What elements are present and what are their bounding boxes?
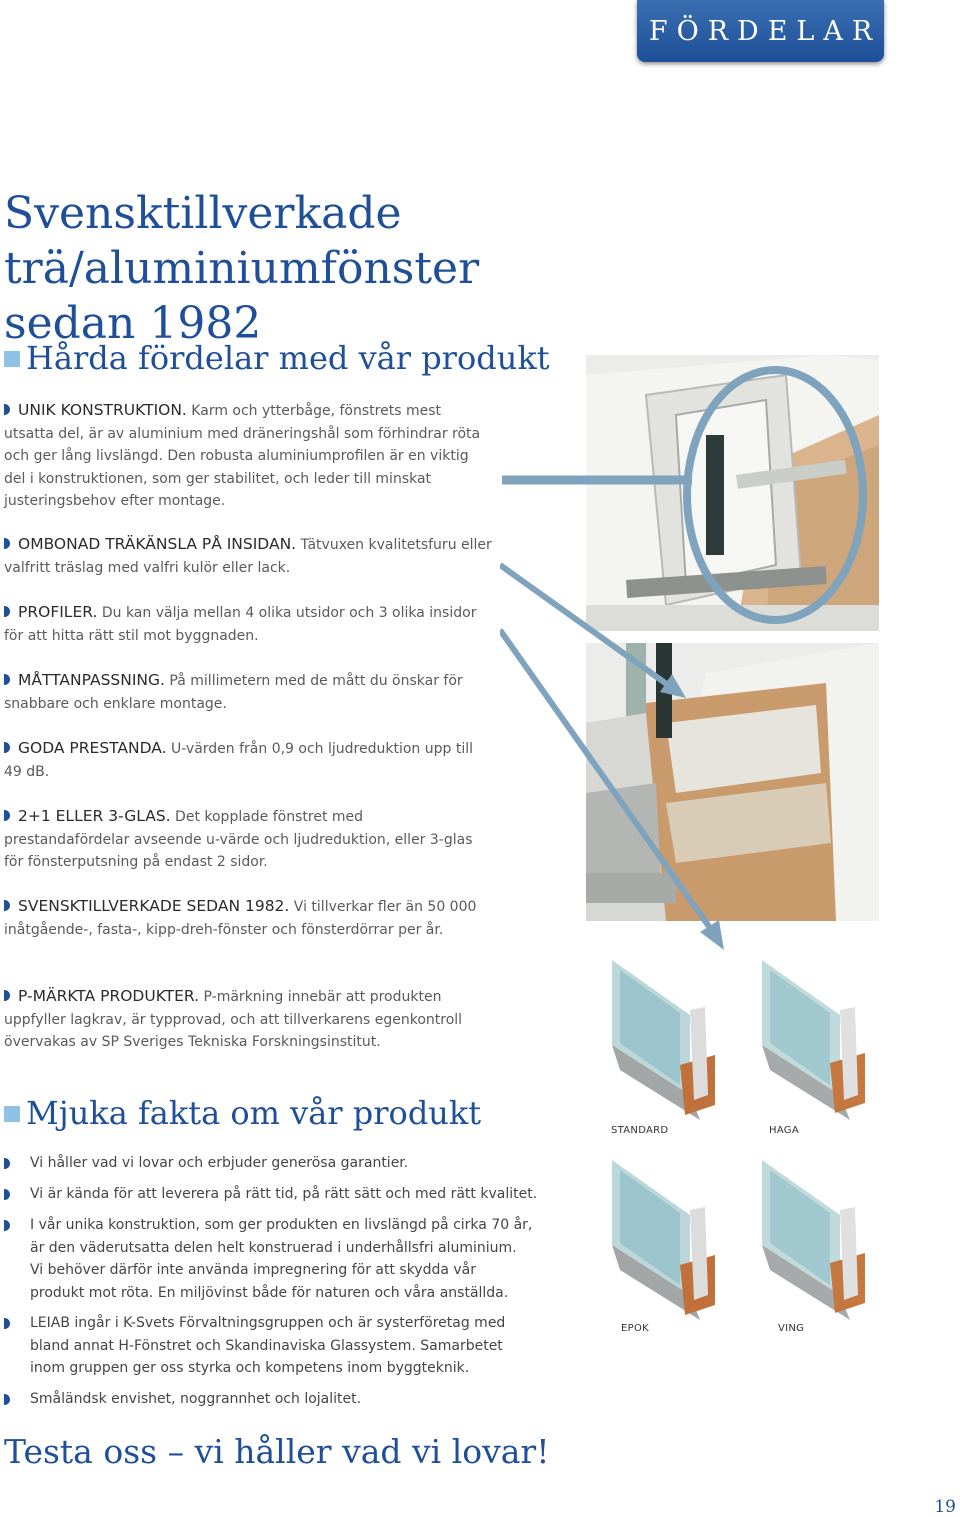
feature-lead: MÅTTANPASSNING. (18, 671, 165, 689)
profile-caption-epok: EPOK (621, 1323, 649, 1334)
square-bullet-icon (4, 351, 20, 367)
feature-item (4, 533, 492, 579)
feature-lead: P-MÄRKTA PRODUKTER. (18, 987, 200, 1005)
page-title (4, 186, 884, 351)
soft-fact-item (4, 1152, 564, 1175)
title-line-2: sedan 1982 (4, 298, 262, 349)
section-heading-hard-facts (4, 338, 550, 378)
page-number: 19 (934, 1497, 956, 1517)
feature-item (4, 669, 492, 715)
feature-text: P-märkning innebär att produkten uppfyller lagkrav, är typprovad, och att tillverkarens egenkontroll övervakas av SP Sveriges Tekniska Forskningsinstitut. (4, 989, 463, 1050)
profile-caption-standard: STANDARD (611, 1125, 669, 1136)
feature-text: U-värden från 0,9 och ljudreduktion upp till 49 dB. (4, 741, 473, 780)
callout-ellipse (687, 370, 863, 620)
bullet-icon (4, 404, 10, 415)
feature-item (4, 601, 492, 647)
feature-lead: GODA PRESTANDA. (18, 739, 167, 757)
section-heading-soft-facts (4, 1093, 481, 1133)
arrow-head-icon (660, 674, 686, 698)
feature-lead: 2+1 ELLER 3-GLAS. (18, 807, 171, 825)
profile-caption-haga: HAGA (769, 1125, 799, 1136)
soft-fact-item (4, 1214, 534, 1304)
feature-lead: UNIK KONSTRUKTION. (18, 401, 187, 419)
feature-lead: SVENSKTILLVERKADE SEDAN 1982. (18, 897, 290, 915)
bullet-icon (4, 742, 10, 753)
soft-fact-item (4, 1312, 534, 1380)
callout-arrow-line (500, 630, 715, 935)
feature-text: Vi tillverkar fler än 50 000 inåtgående-, fasta-, kipp-dreh-fönster och fönsterdörrar per år. (4, 899, 477, 938)
bullet-icon (4, 810, 10, 821)
arrow-head-icon (700, 920, 724, 950)
profile-image-ving (760, 1155, 870, 1320)
feature-text: Det kopplade fönstret med prestandafördelar avseende u-värde och ljudreduktion, eller 3-glas för fönsterputsning på endast 2 sidor. (4, 809, 473, 870)
profile-image-standard (610, 955, 720, 1120)
feature-lead: PROFILER. (18, 603, 98, 621)
feature-text: Tätvuxen kvalitetsfuru eller valfritt träslag med valfri kulör eller lack. (4, 537, 492, 576)
bullet-icon (4, 538, 10, 549)
soft-fact-text: Vi är kända för att leverera på rätt tid, på rätt sätt och med rätt kvalitet. (30, 1186, 538, 1202)
bullet-icon (4, 606, 10, 617)
section-tab (637, 0, 884, 62)
feature-lead: OMBONAD TRÄKÄNSLA PÅ INSIDAN. (18, 535, 297, 553)
soft-fact-text: LEIAB ingår i K-Svets Förvaltningsgruppen och är systerföretag med bland annat H-Fönstret och Skandinaviska Glassystem. Samarbetet inom gruppen ger oss styrka och kompetens inom byggteknik. (30, 1315, 506, 1376)
square-bullet-icon (4, 1106, 20, 1122)
callout-overlay (500, 360, 890, 980)
profile-caption-ving: VING (778, 1323, 805, 1334)
profile-image-haga (760, 955, 870, 1120)
bullet-icon (4, 990, 10, 1001)
soft-fact-text: Vi håller vad vi lovar och erbjuder generösa garantier. (30, 1155, 409, 1171)
feature-text: Du kan välja mellan 4 olika utsidor och 3 olika insidor för att hitta rätt stil mot byggnaden. (4, 605, 477, 644)
bullet-icon (4, 900, 10, 911)
soft-fact-item (4, 1388, 564, 1411)
soft-fact-text: I vår unika konstruktion, som ger produkten en livslängd på cirka 70 år, är den väderutsatta delen helt konstruerad i underhållsfri aluminium. Vi behöver därför inte använda impregnering för att skydda vår produkt mot röta. En miljövinst både för naturen och våra anställda. (30, 1217, 533, 1301)
feature-item (4, 805, 492, 874)
tagline: Testa oss – vi håller vad vi lovar! (4, 1432, 550, 1471)
feature-text: Karm och ytterbåge, fönstrets mest utsatta del, är av aluminium med dräneringshål som förhindrar röta och ger lång livslängd. Den robusta aluminiumprofilen är en viktig del i konstruktionen, som ger stabilitet, och leder till minskat justeringsbehov efter montage. (4, 403, 481, 509)
section-heading-text: Mjuka fakta om vår produkt (26, 1094, 482, 1132)
title-line-1: Svensktillverkade trä/aluminiumfönster (4, 188, 480, 294)
bullet-icon (4, 674, 10, 685)
feature-item (4, 985, 492, 1054)
feature-item (4, 895, 492, 941)
soft-fact-item (4, 1183, 564, 1206)
profile-image-epok (610, 1155, 720, 1320)
feature-item (4, 399, 492, 513)
section-tab-label: FÖRDELAR (648, 16, 882, 47)
soft-fact-text: Småländsk envishet, noggrannhet och lojalitet. (30, 1391, 362, 1407)
section-heading-text: Hårda fördelar med vår produkt (26, 339, 550, 377)
feature-text: På millimetern med de mått du önskar för snabbare och enklare montage. (4, 673, 463, 712)
feature-item (4, 737, 492, 783)
